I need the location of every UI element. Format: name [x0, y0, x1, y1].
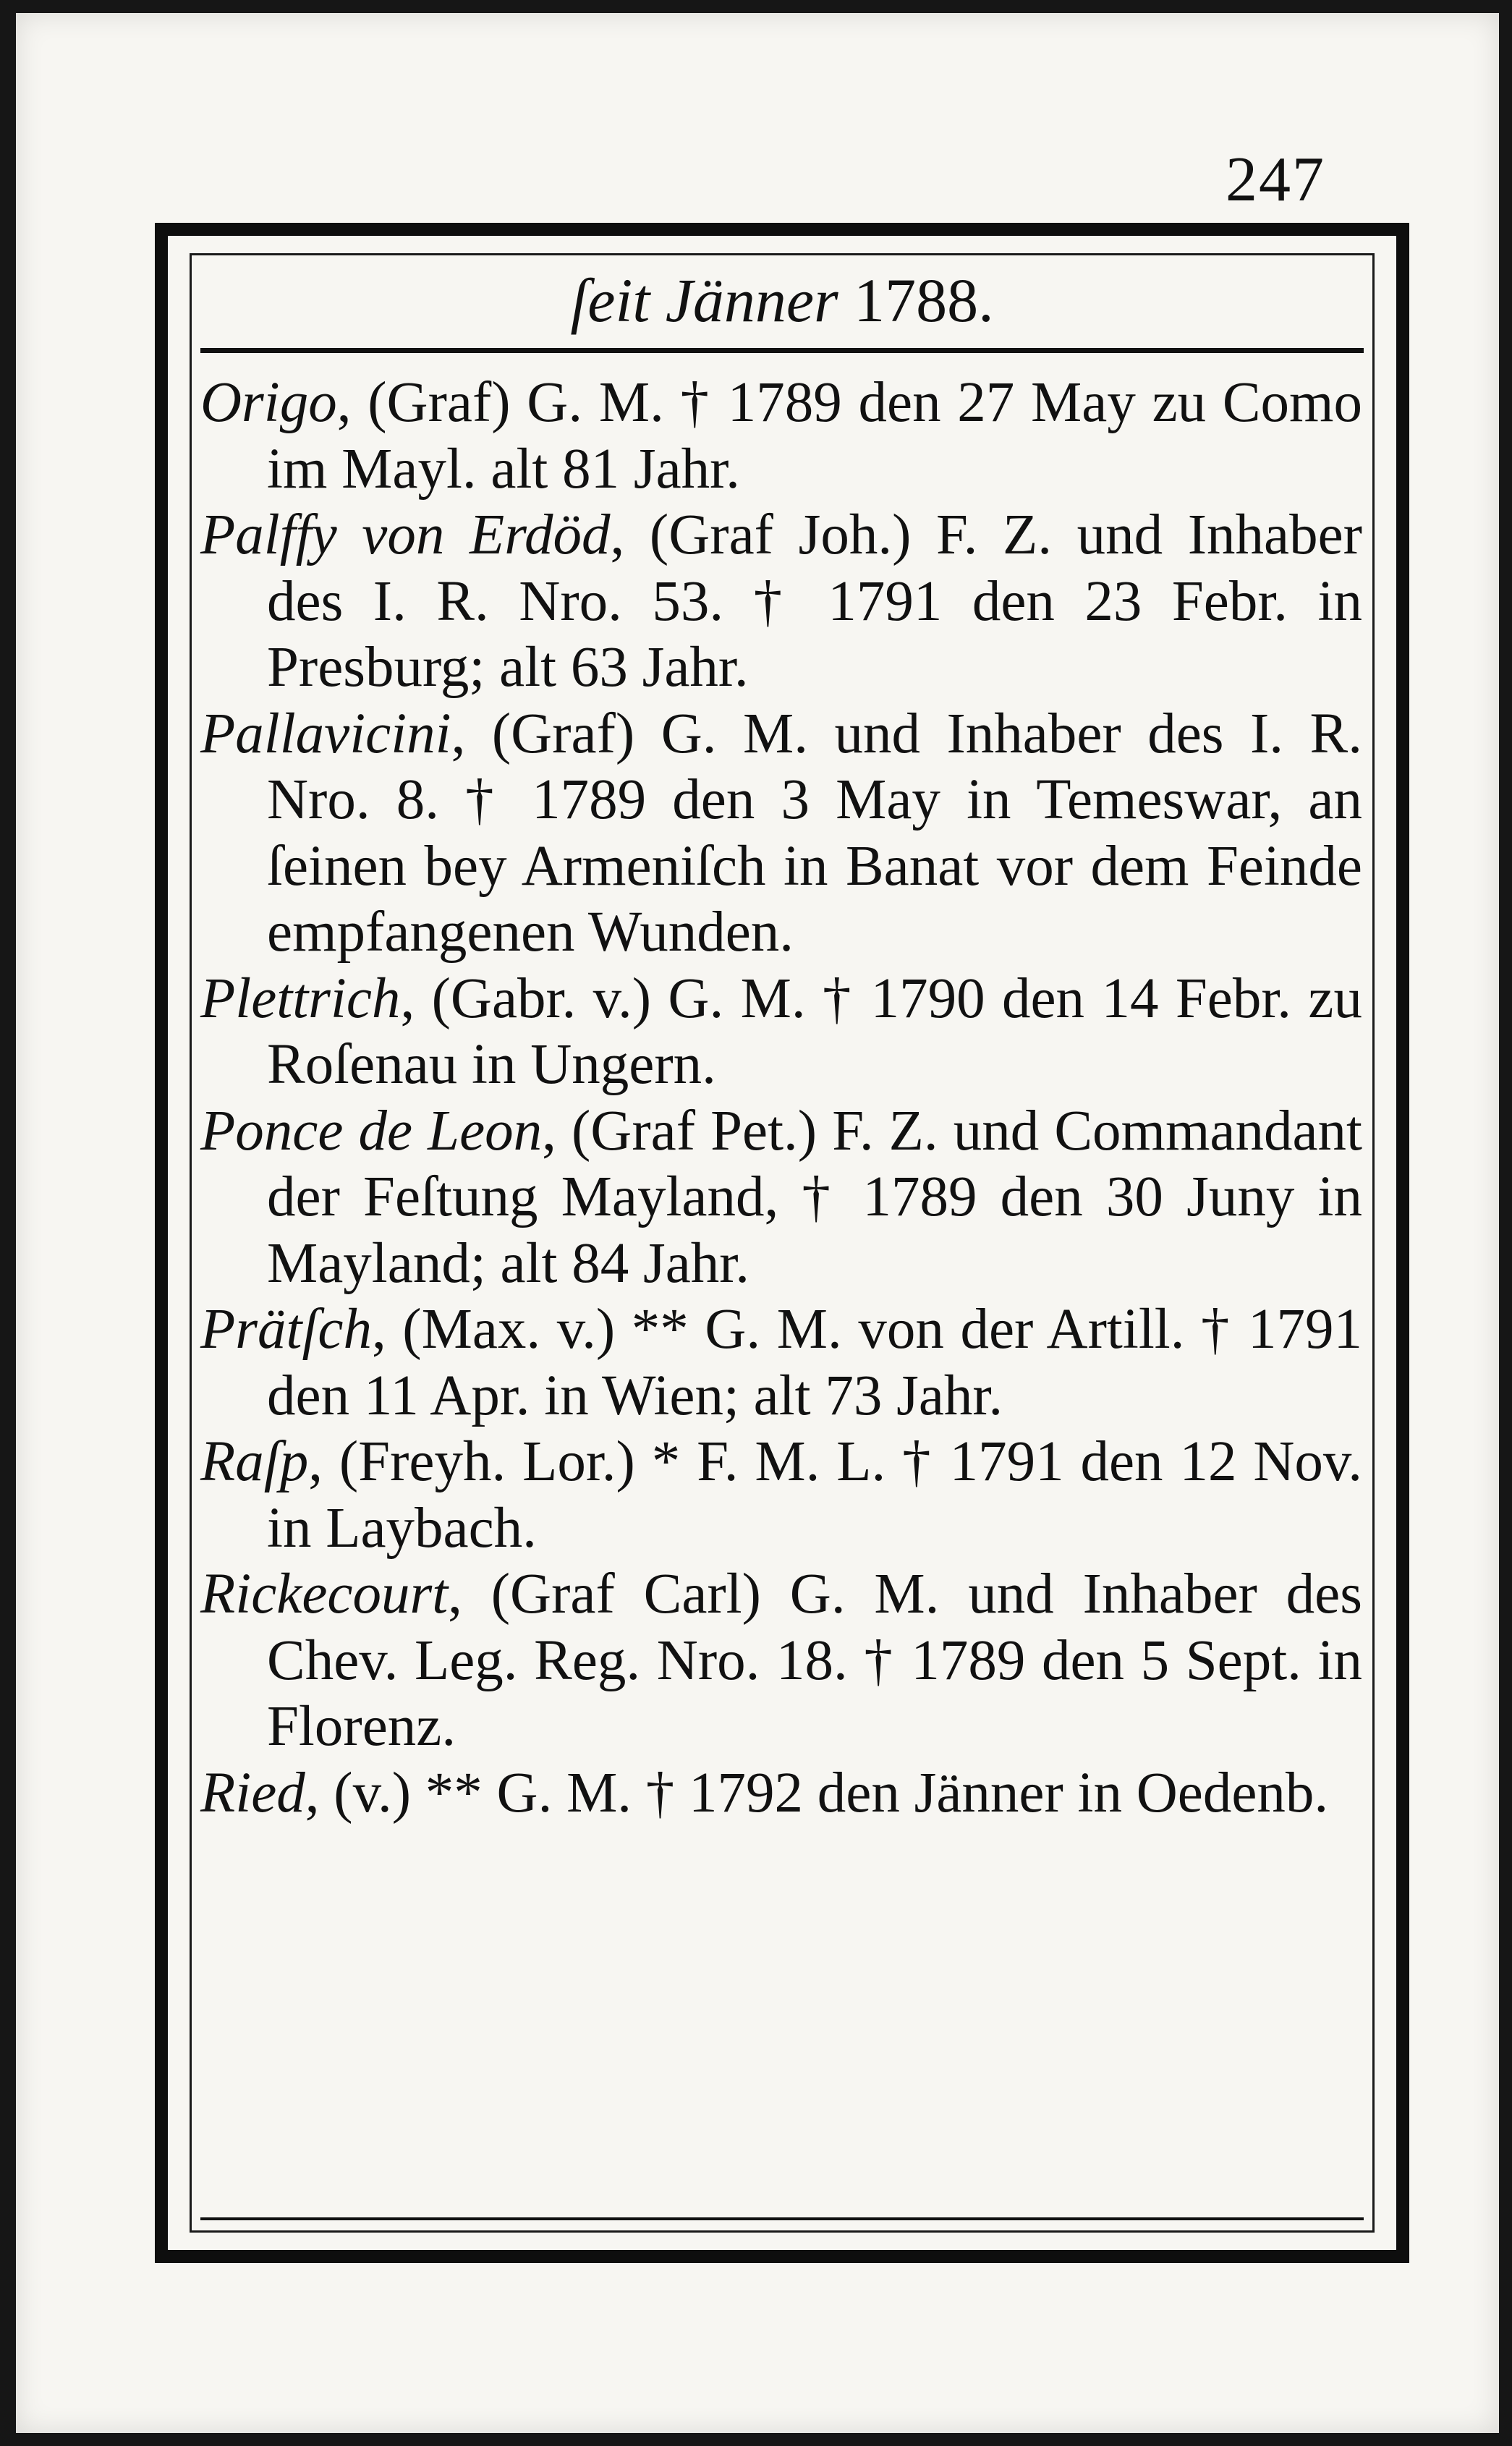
entry-text: , (Graf Joh.) F. Z. und Inhaber des I. R. Nro. 53. † 1791 den 23 Febr. in Presburg; alt 63 Jahr. — [267, 504, 1362, 699]
list-item — [200, 1098, 1362, 1297]
page-number: 247 — [1226, 145, 1325, 215]
entry-name: Pallavicini — [200, 702, 451, 765]
entry-text: , (Graf Pet.) F. Z. und Commandant der Feſtung Mayland, † 1789 den 30 Juny in Mayland; alt 84 Jahr. — [267, 1099, 1363, 1295]
list-item — [200, 966, 1362, 1098]
list-item — [200, 701, 1362, 966]
list-item — [200, 1429, 1362, 1561]
entry-name: Raſp — [200, 1430, 309, 1493]
entry-name: Plettrich — [200, 967, 401, 1030]
obituary-list — [200, 370, 1362, 1826]
entry-text: , (Graf) G. M. † 1789 den 27 May zu Como im Mayl. alt 81 Jahr. — [267, 371, 1362, 501]
entry-text: , (Gabr. v.) G. M. † 1790 den 14 Febr. zu Roſenau in Ungern. — [267, 967, 1362, 1096]
entry-name: Origo — [200, 371, 337, 434]
list-item — [200, 370, 1362, 502]
entry-name: Ried — [200, 1761, 305, 1825]
entry-name: Palffy von Erdöd — [200, 504, 611, 566]
entry-text: , (Max. v.) ** G. M. von der Artill. † 1791 den 11 Apr. in Wien; alt 73 Jahr. — [267, 1298, 1362, 1427]
entry-name: Prätſch — [200, 1298, 372, 1361]
list-item — [200, 1760, 1362, 1827]
bottom-rule — [200, 2217, 1364, 2220]
entry-text: , (Graf) G. M. und Inhaber des I. R. Nro. 8. † 1789 den 3 May in Temeswar, an ſeinen bey Armeniſch in Banat vor dem Feinde empfangenen Wunden. — [267, 702, 1362, 964]
section-heading — [192, 263, 1372, 338]
entry-text: , (v.) ** G. M. † 1792 den Jänner in Oedenb. — [305, 1761, 1329, 1825]
entry-name: Ponce de Leon — [200, 1099, 543, 1163]
heading-text: ſeit Jänner — [570, 266, 838, 335]
book-page — [16, 13, 1499, 2433]
list-item — [200, 1561, 1362, 1760]
entry-name: Rickecourt — [200, 1563, 449, 1626]
heading-rule — [200, 348, 1364, 353]
inner-frame — [190, 253, 1375, 2233]
list-item — [200, 1296, 1362, 1429]
heading-year: 1788. — [854, 266, 994, 335]
list-item — [200, 502, 1362, 701]
entry-text: , (Freyh. Lor.) * F. M. L. † 1791 den 12 Nov. in Laybach. — [267, 1430, 1362, 1560]
entry-text: , (Graf Carl) G. M. und Inhaber des Chev. Leg. Reg. Nro. 18. † 1789 den 5 Sept. in Florenz. — [267, 1563, 1362, 1758]
page-frame — [155, 223, 1409, 2263]
